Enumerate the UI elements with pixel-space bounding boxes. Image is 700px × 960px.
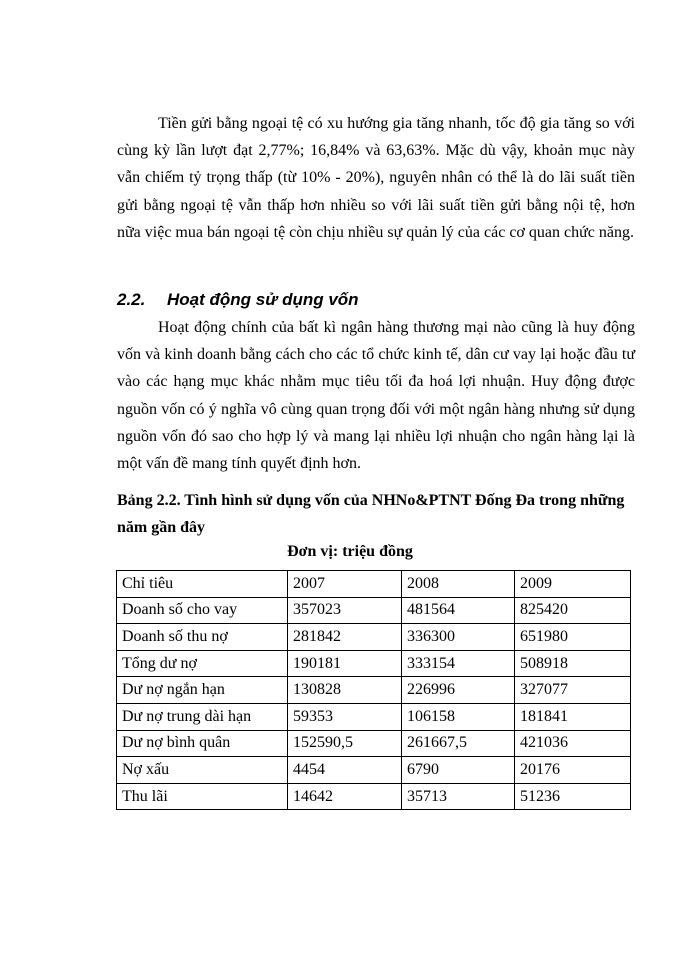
table-row (117, 730, 631, 757)
cell-2008: 481564 (402, 597, 515, 624)
table-row (117, 650, 631, 677)
cell-2008: 333154 (402, 650, 515, 677)
row-label: Dư nợ trung dài hạn (117, 703, 288, 730)
section-number: 2.2. (117, 290, 146, 309)
header-cell-indicator: Chỉ tiêu (117, 571, 288, 598)
cell-2008: 336300 (402, 624, 515, 651)
section-heading (117, 290, 359, 310)
cell-2007: 14642 (288, 783, 402, 810)
cell-2009: 421036 (515, 730, 631, 757)
table-header-row (117, 571, 631, 598)
row-label: Doanh số thu nợ (117, 624, 288, 651)
cell-2009: 181841 (515, 703, 631, 730)
cell-2007: 190181 (288, 650, 402, 677)
table-row (117, 597, 631, 624)
table-row (117, 703, 631, 730)
cell-2009: 508918 (515, 650, 631, 677)
cell-2007: 4454 (288, 757, 402, 784)
row-label: Doanh số cho vay (117, 597, 288, 624)
cell-2009: 20176 (515, 757, 631, 784)
paragraph-capital-usage (117, 314, 635, 477)
table-row (117, 757, 631, 784)
cell-2008: 226996 (402, 677, 515, 704)
cell-2008: 6790 (402, 757, 515, 784)
row-label: Thu lãi (117, 783, 288, 810)
table-row (117, 783, 631, 810)
row-label: Tổng dư nợ (117, 650, 288, 677)
row-label: Dư nợ ngắn hạn (117, 677, 288, 704)
row-label: Dư nợ bình quân (117, 730, 288, 757)
header-cell-2008: 2008 (402, 571, 515, 598)
paragraph-foreign-currency-deposits (117, 110, 635, 246)
cell-2008: 35713 (402, 783, 515, 810)
cell-2008: 261667,5 (402, 730, 515, 757)
header-cell-2009: 2009 (515, 571, 631, 598)
cell-2007: 59353 (288, 703, 402, 730)
cell-2007: 281842 (288, 624, 402, 651)
table-row (117, 677, 631, 704)
cell-2007: 152590,5 (288, 730, 402, 757)
paragraph1-rest: với cùng kỳ lần lượt đạt 2,77%; 16,84% và 63,63%. Mặc dù vậy, khoản mục này vẫn chiếm tỷ trọng thấp (từ 10% - 20%), nguyên nhân có thể là do lãi suất tiền gửi bằng ngoại tệ vẫn thấp hơn nhiều so với lãi suất tiền gửi bằng nội tệ, hơn nữa việc mua bán ngoại tệ còn chịu nhiều sự quản lý của các cơ quan chức năng. (117, 115, 635, 241)
cell-2009: 825420 (515, 597, 631, 624)
paragraph1-first-line: Tiền gửi bằng ngoại tệ có xu hướng gia tăng nhanh, tốc độ gia tăng so (158, 115, 610, 132)
capital-usage-table (116, 570, 631, 810)
cell-2007: 357023 (288, 597, 402, 624)
table-row (117, 624, 631, 651)
header-cell-2007: 2007 (288, 571, 402, 598)
row-label: Nợ xấu (117, 757, 288, 784)
unit-label: Đơn vị: triệu đồng (287, 543, 413, 560)
table-caption: Bảng 2.2. Tình hình sử dụng vốn của NHNo&PTNT Đống Đa trong những năm gần đây (117, 492, 625, 536)
cell-2009: 651980 (515, 624, 631, 651)
cell-2009: 327077 (515, 677, 631, 704)
section-title: Hoạt động sử dụng vốn (167, 290, 359, 309)
table-body (117, 571, 631, 810)
cell-2007: 130828 (288, 677, 402, 704)
cell-2008: 106158 (402, 703, 515, 730)
cell-2009: 51236 (515, 783, 631, 810)
paragraph2-text: Hoạt động chính của bất kì ngân hàng thương mại nào cũng là huy động vốn và kinh doanh bằng cách cho các tổ chức kinh tế, dân cư vay lại hoặc đầu tư vào các hạng mục khác nhằm mục tiêu tối đa hoá lợi nhuận. Huy động được nguồn vốn có ý nghĩa vô cùng quan trọng đối với một ngân hàng nhưng sử dụng nguồn vốn đó sao cho hợp lý và mang lại nhiều lợi nhuận cho ngân hàng lại là một vấn đề mang tính quyết định hơn. (117, 319, 635, 473)
